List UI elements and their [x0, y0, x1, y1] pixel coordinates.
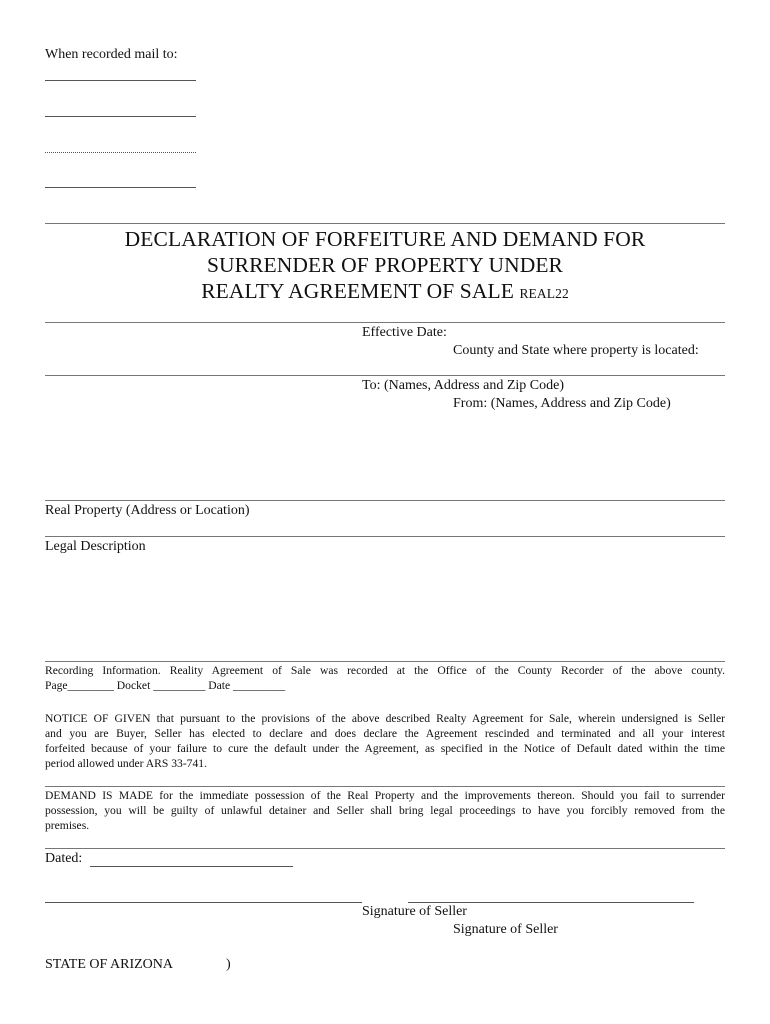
mail-address-line-1[interactable]: [45, 80, 196, 81]
title-line-2: SURRENDER OF PROPERTY UNDER: [206, 253, 563, 277]
title-line-3-text: REALTY AGREEMENT OF SALE: [201, 279, 514, 303]
recording-information: [45, 663, 725, 693]
divider: [45, 223, 725, 224]
divider: [45, 375, 725, 376]
mail-address-line-3[interactable]: [45, 152, 196, 153]
title-line-1: DECLARATION OF FORFEITURE AND DEMAND FOR: [124, 227, 646, 251]
county-state-label: County and State where property is located:: [453, 343, 699, 358]
state-label: STATE OF ARIZONA: [45, 957, 173, 972]
notice-line: forfeited because of your failure to cure the default under the Agreement, as specified in the Notice of Default dated within the time: [45, 742, 725, 755]
demand-paragraph: [45, 788, 725, 833]
from-label: From: (Names, Address and Zip Code): [453, 396, 671, 411]
divider: [45, 500, 725, 501]
recording-line-1: Recording Information. Reality Agreement of Sale was recorded at the Office of the County Recorder of the above county.: [45, 664, 725, 677]
divider: [45, 661, 725, 662]
legal-description-label: Legal Description: [45, 539, 146, 554]
real-property-label: Real Property (Address or Location): [45, 503, 250, 518]
notice-paragraph: [45, 711, 725, 771]
document-title: [45, 226, 725, 307]
notice-line: and you are Buyer, Seller has elected to declare and does declare the Agreement rescinded and terminated and all your interest: [45, 727, 725, 740]
seller-signature-label-1: Signature of Seller: [362, 904, 467, 919]
demand-line: possession, you will be guilty of unlawful detainer and Seller shall bring legal proceedings to have you forcibly removed from the: [45, 804, 725, 817]
dated-label: Dated:: [45, 851, 83, 866]
divider: [45, 848, 725, 849]
demand-line: DEMAND IS MADE for the immediate possession of the Real Property and the improvements thereon. Should you fail to surrender: [45, 789, 725, 802]
form-code: REAL22: [519, 286, 569, 301]
divider: [45, 536, 725, 537]
mail-address-line-2[interactable]: [45, 116, 196, 117]
dated-field[interactable]: [90, 866, 293, 867]
recorded-mail-label: When recorded mail to:: [45, 47, 178, 62]
divider: [45, 786, 725, 787]
state-parenthesis: ): [226, 957, 231, 972]
seller-signature-line-2[interactable]: [408, 902, 694, 903]
seller-signature-line-1[interactable]: [45, 902, 362, 903]
recording-line-2: Page________ Docket _________ Date _________: [45, 679, 286, 692]
divider: [45, 322, 725, 323]
notice-line: NOTICE OF GIVEN that pursuant to the provisions of the above described Realty Agreement for Sale, wherein undersigned is Seller: [45, 712, 725, 725]
mail-address-line-4[interactable]: [45, 187, 196, 188]
notice-line: period allowed under ARS 33-741.: [45, 757, 207, 770]
title-line-3: [45, 278, 725, 307]
seller-signature-label-2: Signature of Seller: [453, 922, 558, 937]
to-label: To: (Names, Address and Zip Code): [362, 378, 564, 393]
effective-date-label: Effective Date:: [362, 325, 447, 340]
demand-line: premises.: [45, 819, 90, 832]
